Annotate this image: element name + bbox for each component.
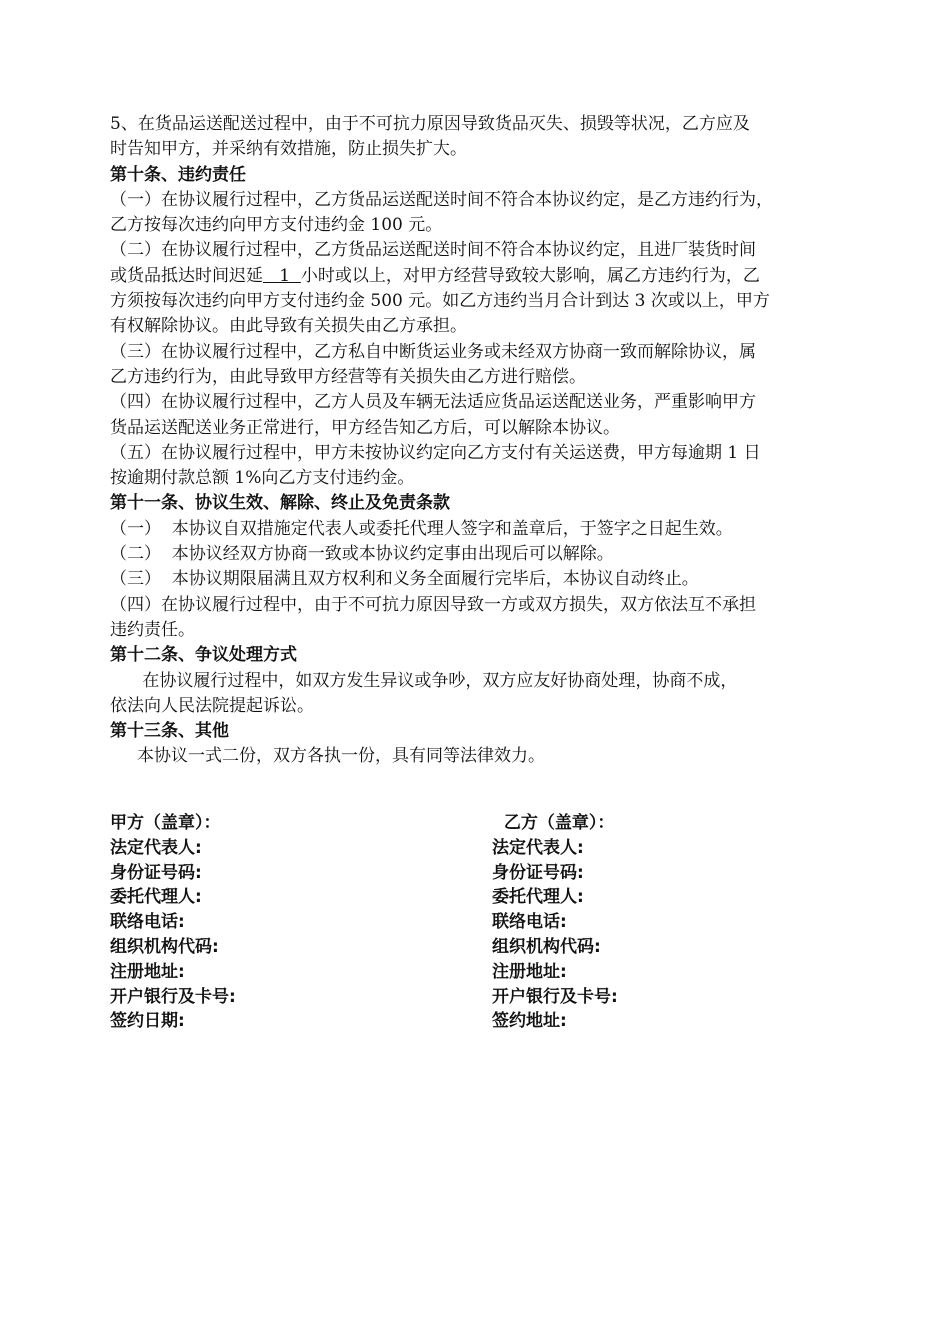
signature-row [110,935,845,960]
article-11-item-4-line-1: （四）在协议履行过程中，由于不可抗力原因导致一方或双方损失，双方依法互不承担 [110,594,756,615]
article-10-item-3-line-2: 乙方违约行为，由此导致甲方经营等有关损失由乙方进行赔偿。 [110,366,586,387]
signature-row [110,1009,845,1034]
signature-row [110,960,845,985]
article-10-item-2-line-2 [110,264,845,289]
delay-text-after: 小时或以上，对甲方经营导致较大影响，属乙方违约行为，乙 [300,265,760,286]
heading-article-11: 第十一条、协议生效、解除、终止及免责条款 [110,493,450,514]
article-10-item-3-line-1: （三）在协议履行过程中，乙方私自中断货运业务或未经双方协商一致而解除协议，属 [110,341,756,362]
article-11-item-2: （二） 本协议经双方协商一致或本协议约定事由出现后可以解除。 [110,544,614,565]
article-11-item-4-line-2: 违约责任。 [110,619,195,640]
party-b-phone: 联络电话: [492,912,567,933]
article-12-line-1: 在协议履行过程中，如双方发生异议或争吵，双方应友好协商处理，协商不成， [110,670,738,691]
party-b-agent: 委托代理人: [492,887,584,908]
party-b-address: 注册地址: [492,961,567,982]
party-b-legal-rep: 法定代表人: [492,837,584,858]
party-a-sign-date: 签约日期: [110,1011,185,1032]
signature-row [110,885,845,910]
party-a-bank: 开户银行及卡号: [110,986,236,1007]
article-10-item-2-line-1: （二）在协议履行过程中，乙方货品运送配送时间不符合本协议约定，且进厂装货时间 [110,240,756,261]
article-12-line-2: 依法向人民法院提起诉讼。 [110,695,314,716]
article-10-item-1-line-2: 乙方按每次违约向甲方支付违约金 100 元。 [110,215,443,236]
article-10-item-1-line-1: （一）在协议履行过程中，乙方货品运送配送时间不符合本协议约定，是乙方违约行为， [110,189,773,210]
delay-text-before: 或货品抵达时间迟延 [110,265,263,286]
clause-5-line-2: 时告知甲方，并采纳有效措施，防止损失扩大。 [110,139,467,160]
party-b-org-code: 组织机构代码: [492,936,601,957]
article-10-item-5-line-2: 按逾期付款总额 1%向乙方支付违约金。 [110,468,415,489]
article-10-item-4-line-2: 货品运送配送业务正常进行，甲方经告知乙方后，可以解除本协议。 [110,417,620,438]
heading-article-13: 第十三条、其他 [110,721,229,742]
party-a-agent: 委托代理人: [110,887,202,908]
heading-article-12: 第十二条、争议处理方式 [110,645,297,666]
signature-row [110,910,845,935]
party-b-id-number: 身份证号码: [492,862,584,883]
party-a-phone: 联络电话: [110,912,185,933]
party-a-legal-rep: 法定代表人: [110,837,202,858]
party-a-org-code: 组织机构代码: [110,936,219,957]
signature-row [110,861,845,886]
party-a-id-number: 身份证号码: [110,862,202,883]
signature-block [110,811,845,1034]
heading-article-10: 第十条、违约责任 [110,164,246,185]
signature-titles [110,811,845,836]
article-10-item-2-line-3: 方须按每次违约向甲方支付违约金 500 元。如乙方违约当月合计到达 3 次或以上，甲方 [110,291,770,312]
signature-row [110,985,845,1010]
delay-hours-blank: 1 [263,265,301,286]
article-13-line-1: 本协议一式二份，双方各执一份，具有同等法律效力。 [110,746,546,767]
party-a-title: 甲方（盖章）： [110,813,221,833]
party-b-title: 乙方（盖章）： [492,813,615,833]
contract-body [110,112,845,770]
article-10-item-4-line-1: （四）在协议履行过程中，乙方人员及车辆无法适应货品运送配送业务，严重影响甲方 [110,392,756,413]
article-11-item-3: （三） 本协议期限届满且双方权利和义务全面履行完毕后，本协议自动终止。 [110,569,699,590]
party-a-address: 注册地址: [110,961,185,982]
clause-5-line-1: 5、在货品运送配送过程中，由于不可抗力原因导致货品灭失、损毁等状况，乙方应及 [110,114,750,134]
party-b-bank: 开户银行及卡号: [492,986,618,1007]
article-11-item-1: （一） 本协议自双措施定代表人或委托代理人签字和盖章后，于签字之日起生效。 [110,518,733,539]
signature-row [110,836,845,861]
article-10-item-5-line-1: （五）在协议履行过程中，甲方未按协议约定向乙方支付有关运送费，甲方每逾期 1 日 [110,442,761,463]
party-b-sign-place: 签约地址: [492,1011,567,1032]
article-10-item-2-line-4: 有权解除协议。由此导致有关损失由乙方承担。 [110,316,467,337]
